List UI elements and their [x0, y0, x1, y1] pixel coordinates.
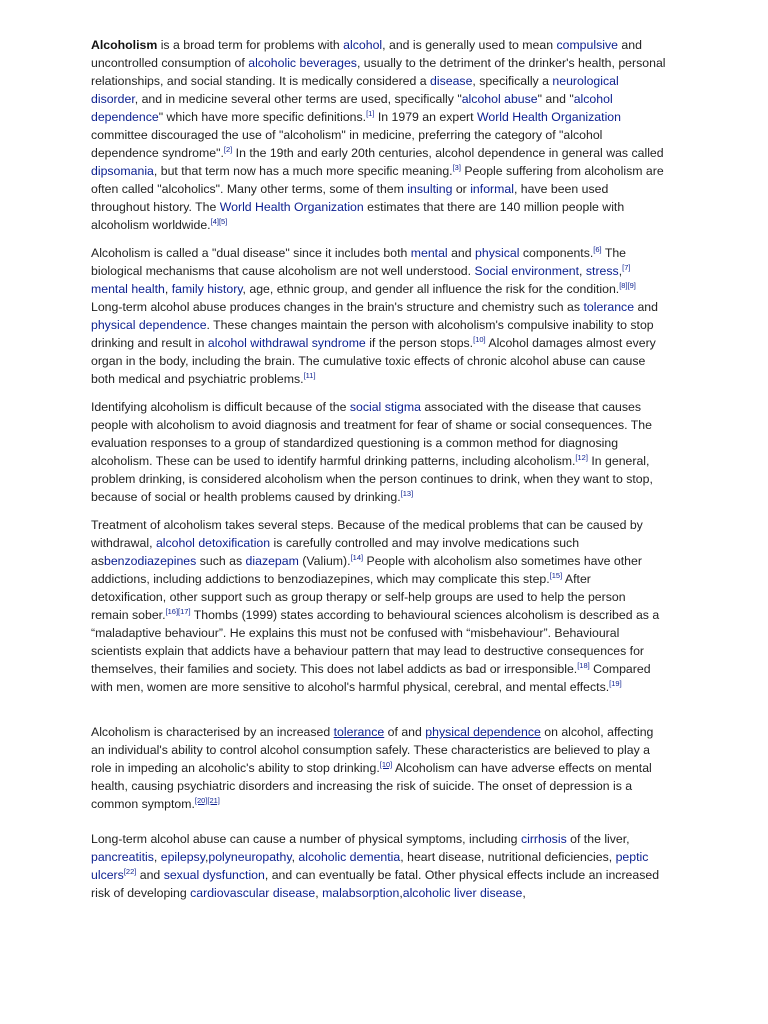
body-text: Long-term alcohol abuse can cause a number of physical symptoms, including — [91, 832, 521, 846]
body-text: if the person stops. — [365, 336, 474, 350]
body-text: of the liver, — [566, 832, 630, 846]
citation-link[interactable]: [16][17] — [165, 606, 191, 616]
citation — [166, 607, 191, 616]
article-link[interactable]: physical dependence — [425, 725, 541, 739]
article-link[interactable]: tolerance — [583, 300, 635, 314]
citation-link[interactable]: [10] — [379, 759, 393, 769]
citation — [593, 245, 601, 254]
body-text: , but that term now has a much more specific meaning. — [153, 164, 453, 178]
article-link[interactable]: disease — [430, 74, 473, 88]
citation — [124, 867, 137, 876]
body-text: and — [634, 300, 658, 314]
article-link[interactable]: neurological disorder — [91, 74, 619, 106]
body-text: , — [522, 886, 526, 900]
citation-link[interactable]: [8][9] — [619, 280, 636, 290]
body-text: , — [315, 886, 323, 900]
article-link[interactable]: social stigma — [349, 400, 421, 414]
citation-link[interactable]: [14] — [350, 552, 364, 562]
body-text: , — [153, 850, 161, 864]
article-link[interactable]: malabsorption — [322, 886, 400, 900]
article-link[interactable]: alcohol abuse — [461, 92, 538, 106]
body-text: " which have more specific definitions. — [158, 110, 367, 124]
citation — [453, 163, 461, 172]
body-text: or — [452, 182, 471, 196]
article-link[interactable]: family history — [171, 282, 243, 296]
paragraph — [91, 36, 666, 234]
body-text: components. — [519, 246, 594, 260]
paragraph — [91, 244, 666, 388]
body-text: , specifically a — [472, 74, 553, 88]
citation-link[interactable]: [2] — [223, 144, 233, 154]
body-text: After detoxification, other support such as group therapy or self-help groups are used to help the person remain sober. — [91, 572, 626, 622]
body-text: , — [204, 850, 209, 864]
article-link[interactable]: alcohol — [343, 38, 383, 52]
body-text: Alcoholism is called a "dual disease" since it includes both — [91, 246, 411, 260]
article-link[interactable]: polyneuropathy — [208, 850, 292, 864]
body-text: , heart disease, nutritional deficiencies, — [400, 850, 616, 864]
article-link[interactable]: dipsomania — [91, 164, 154, 178]
citation — [380, 760, 393, 769]
body-text: Long-term alcohol abuse produces changes in the brain's structure and chemistry such as — [91, 300, 584, 314]
article-link[interactable]: Social environment — [474, 264, 580, 278]
body-text: and uncontrolled consumption of — [91, 38, 642, 70]
body-text: " and " — [537, 92, 574, 106]
citation-link[interactable]: [11] — [303, 370, 316, 380]
body-text: on alcohol, affecting an individual's ability to control alcohol consumption safely. These characteristics are believed to play a role in impeding an alcoholic's ability to stop drinking. — [91, 725, 654, 775]
article-link[interactable]: benzodiazepines — [104, 554, 197, 568]
body-text: Alcoholism can have adverse effects on mental health, causing psychiatric disorders and increasing the risk of suicide. The onset of depression is a common symptom. — [91, 761, 652, 811]
citation — [224, 145, 232, 154]
article-body — [91, 36, 666, 912]
body-text: . These changes maintain the person with alcoholism's compulsive inability to stop drinking and result in — [91, 318, 654, 350]
paragraph — [91, 398, 666, 506]
article-link[interactable]: epilepsy — [160, 850, 205, 864]
citation — [351, 553, 364, 562]
citation — [609, 679, 622, 688]
body-text: Identifying alcoholism is difficult because of the — [91, 400, 350, 414]
body-text: , have been used throughout history. The — [91, 182, 609, 214]
citation — [575, 453, 588, 462]
body-text: , — [399, 886, 403, 900]
article-link[interactable]: alcoholic liver disease — [402, 886, 523, 900]
body-text: (Valium). — [298, 554, 351, 568]
citation-link[interactable]: [7] — [622, 262, 631, 272]
article-link[interactable]: tolerance — [333, 725, 385, 739]
citation — [619, 281, 636, 290]
body-text: The biological mechanisms that cause alcoholism are not well understood. — [91, 246, 627, 278]
citation-link[interactable]: [4][5] — [210, 216, 228, 226]
article-link[interactable]: alcohol detoxification — [155, 536, 271, 550]
body-text: In general, problem drinking, is considered alcoholism when the person continues to drink, when they want to stop, because of social or health problems caused by drinking. — [91, 454, 653, 504]
citation — [304, 371, 316, 380]
citation-link[interactable]: [1] — [366, 108, 375, 118]
body-text: In 1979 an expert — [374, 110, 477, 124]
term-heading: Alcoholism — [91, 38, 158, 52]
citation — [550, 571, 563, 580]
body-text: People suffering from alcoholism are often called "alcoholics". Many other terms, some of them — [91, 164, 664, 196]
body-text: is carefully controlled and may involve medications such as — [91, 536, 580, 568]
body-text: , usually to the detriment of the drinker's health, personal relationships, and social standing. It is medically considered a — [91, 56, 666, 88]
body-text: committee discouraged the use of "alcoholism" in medicine, preferring the category of "alcohol dependence syndrome". — [91, 128, 603, 160]
body-text: , — [579, 264, 586, 278]
article-link[interactable]: alcoholic dementia — [298, 850, 401, 864]
body-text: Compared with men, women are more sensitive to alcohol's harmful physical, cerebral, and mental effects. — [91, 662, 651, 694]
citation-link[interactable]: [3] — [452, 162, 461, 172]
citation-link[interactable]: [13] — [400, 488, 414, 498]
citation — [211, 217, 228, 226]
citation-link[interactable]: [15] — [549, 570, 563, 580]
body-text: , and in medicine several other terms are used, specifically " — [134, 92, 462, 106]
body-text: Alcoholism is characterised by an increased — [91, 725, 334, 739]
body-text: , and can eventually be fatal. Other physical effects include an increased risk of developing — [91, 868, 660, 900]
citation-link[interactable]: [10] — [473, 334, 486, 344]
citation — [622, 263, 630, 272]
body-text: , age, ethnic group, and gender all influence the risk for the condition. — [242, 282, 620, 296]
citation-link[interactable]: [22] — [123, 866, 137, 876]
article-link[interactable]: cardiovascular disease — [190, 886, 316, 900]
article-link[interactable]: cirrhosis — [520, 832, 567, 846]
body-text: Thombs (1999) states according to behavioural sciences alcoholism is described as a “maladaptive behaviour”. He explains this must not be confused with “misbehaviour”. Behavioural scientists explain that addicts have a behaviour pattern that may lead to destructive consequences for themselves, their families and society. This does not label addicts as bad or irresponsible. — [91, 608, 660, 676]
body-text: , — [164, 282, 172, 296]
body-text: associated with the disease that causes people with alcoholism to avoid diagnosis and treatment for fear of shame or social consequences. The evaluation responses to a group of standardized questioning is a common method for diagnosing alcoholism. These can be used to identify harmful drinking patterns, including alcoholism. — [91, 400, 652, 468]
article-link[interactable]: diazepam — [245, 554, 299, 568]
article-link[interactable]: physical dependence — [91, 318, 207, 332]
body-text: Alcohol damages almost every organ in the body, including the brain. The cumulative toxic effects of chronic alcohol abuse can cause both medical and psychiatric problems. — [91, 336, 656, 386]
body-text: Treatment of alcoholism takes several steps. Because of the medical problems that can be caused by withdrawal, — [91, 518, 643, 550]
body-text: , and is generally used to mean — [382, 38, 557, 52]
citation — [473, 335, 486, 344]
article-link[interactable]: compulsive — [556, 38, 618, 52]
citation-link[interactable]: [18] — [577, 660, 590, 670]
body-text: and — [447, 246, 476, 260]
paragraph — [91, 516, 666, 696]
citation-link[interactable]: [20][21] — [194, 795, 220, 805]
article-link[interactable]: alcohol withdrawal syndrome — [207, 336, 366, 350]
body-text: estimates that there are 140 million people with alcoholism worldwide. — [91, 200, 625, 232]
body-text: such as — [196, 554, 246, 568]
article-link[interactable]: alcoholic beverages — [248, 56, 357, 70]
citation-link[interactable]: [6] — [593, 244, 602, 254]
article-link[interactable]: pancreatitis — [91, 850, 154, 864]
citation-link[interactable]: [12] — [575, 452, 588, 462]
article-link[interactable]: mental health — [91, 282, 165, 296]
article-link[interactable]: informal — [470, 182, 514, 196]
citation — [195, 796, 220, 805]
paragraph — [91, 830, 666, 902]
article-link[interactable]: stress — [585, 264, 619, 278]
article-link[interactable]: peptic ulcers — [91, 850, 649, 882]
article-link[interactable]: physical — [475, 246, 520, 260]
body-text: is a broad term for problems with — [157, 38, 344, 52]
body-text: People with alcoholism also sometimes have other addictions, including addictions to benzodiazepines, which may complicate this step. — [91, 554, 642, 586]
article-link[interactable]: sexual dysfunction — [163, 868, 265, 882]
body-text: In the 19th and early 20th centuries, alcohol dependence in general was called — [232, 146, 664, 160]
body-text: , — [618, 264, 623, 278]
article-link[interactable]: alcohol dependence — [91, 92, 613, 124]
article-link[interactable]: World Health Organization — [476, 110, 621, 124]
body-text: , — [291, 850, 299, 864]
citation-link[interactable]: [19] — [609, 678, 622, 688]
citation — [577, 661, 590, 670]
article-link[interactable]: insulting — [407, 182, 453, 196]
body-text: of and — [384, 725, 426, 739]
article-link[interactable]: mental — [410, 246, 448, 260]
citation — [401, 489, 414, 498]
paragraph — [91, 723, 666, 813]
body-text: and — [136, 868, 164, 882]
article-link[interactable]: World Health Organization — [219, 200, 364, 214]
